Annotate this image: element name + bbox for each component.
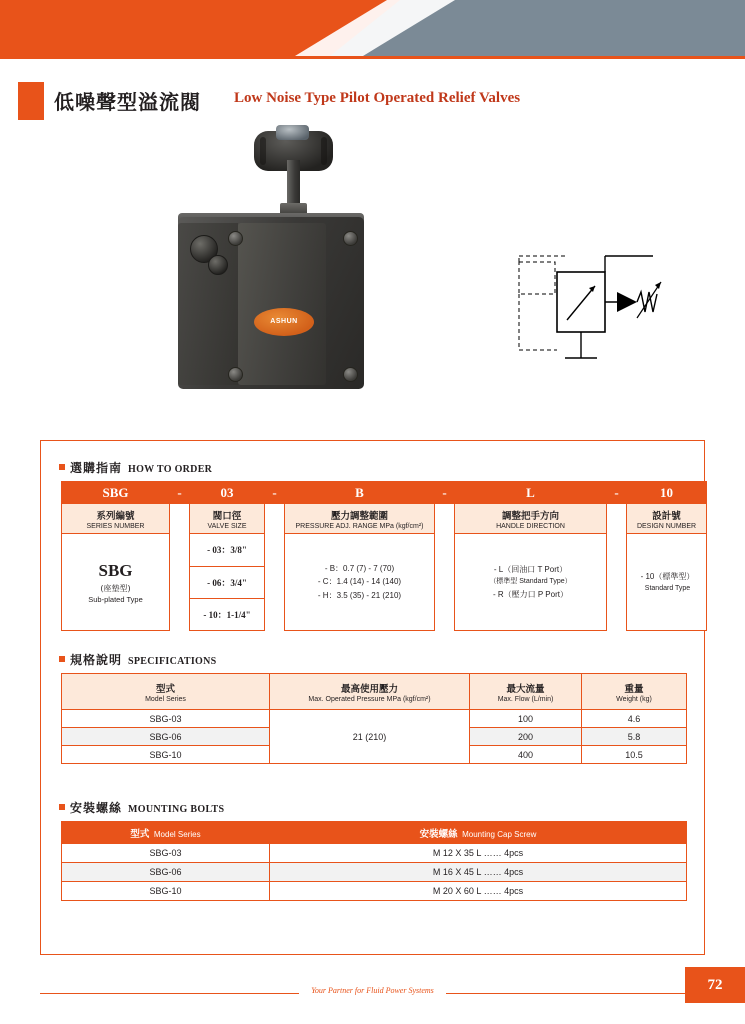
- order-cell-pressure-range: [285, 534, 435, 631]
- spec-cell-flow: 400: [470, 746, 582, 764]
- page-title: [18, 82, 718, 120]
- spec-header-pressure-en: Max. Operated Pressure MPa (kgf/cm²): [308, 695, 431, 703]
- order-cell-valve-size: [190, 534, 265, 631]
- knob-notch-left: [260, 137, 266, 165]
- order-header-size: [190, 504, 265, 534]
- spec-cell-model: SBG-03: [62, 710, 270, 728]
- bolt-cell-model: SBG-06: [62, 863, 270, 882]
- spec-header-weight-cn: 重量: [624, 683, 644, 695]
- design-number-code: - 10（標準型）: [640, 571, 695, 581]
- handle-direction-item: - R（壓力口 P Port）: [493, 589, 568, 599]
- order-header-series: [62, 504, 170, 534]
- valve-size-item: - 06：3/4": [190, 566, 264, 598]
- banner-underline: [0, 56, 745, 59]
- table-row: [62, 844, 687, 863]
- order-header-series-cn: 系列編號: [96, 510, 135, 522]
- order-header-handle-cn: 調整把手方向: [501, 510, 559, 522]
- spec-header-row: [62, 674, 687, 710]
- page-title-english: Low Noise Type Pilot Operated Relief Valves: [234, 90, 521, 106]
- bullet-square-icon: [59, 656, 65, 662]
- bolt-header-model-cn: 型式: [130, 828, 150, 840]
- order-body-gap-3: [435, 534, 455, 631]
- specifications-table: [61, 673, 687, 764]
- order-body-row: [62, 534, 707, 631]
- spec-cell-model: SBG-10: [62, 746, 270, 764]
- bolt-cell-model: SBG-03: [62, 844, 270, 863]
- section-mounting-bolts-heading: [59, 799, 224, 816]
- order-code-dash-4: -: [607, 482, 627, 504]
- order-body-gap-2: [265, 534, 285, 631]
- order-body-gap-1: [170, 534, 190, 631]
- bolt-header-screw-en: Mounting Cap Screw: [462, 829, 537, 839]
- section-mounting-bolts-en: MOUNTING BOLTS: [128, 804, 225, 815]
- bolt-header-screw-cn: 安裝螺絲: [419, 828, 458, 840]
- section-specifications-en: SPECIFICATIONS: [128, 656, 217, 667]
- order-header-handle-en: HANDLE DIRECTION: [496, 522, 565, 530]
- design-number-note: Standard Type: [644, 584, 691, 592]
- spec-header-weight: [582, 674, 687, 710]
- valve-port-left-small: [208, 255, 228, 275]
- spec-cell-flow: 200: [470, 728, 582, 746]
- footer-tagline-wrap: [0, 986, 745, 995]
- order-series-sub-en: Sub-plated Type: [88, 594, 143, 604]
- bullet-square-icon: [59, 464, 65, 470]
- hydraulic-symbol-svg: [505, 250, 670, 385]
- pressure-range-item: - C：1.4 (14) - 14 (140): [317, 577, 402, 587]
- order-header-pressure-cn: 壓力調整範圍: [330, 510, 388, 522]
- spec-header-flow: [470, 674, 582, 710]
- valve-front-face: [238, 223, 326, 385]
- section-how-to-order-heading: [59, 459, 212, 476]
- table-row: [62, 882, 687, 901]
- spec-cell-model: SBG-06: [62, 728, 270, 746]
- bolt-header-model: [62, 822, 270, 844]
- order-header-design-en: DESIGN NUMBER: [636, 522, 697, 530]
- order-cell-series: [62, 534, 170, 631]
- title-accent-tab: [18, 82, 44, 120]
- hydraulic-symbol-diagram: [505, 250, 670, 385]
- mounting-bolts-table: [61, 821, 687, 901]
- pressure-range-item: - B：0.7 (7) - 7 (70): [324, 564, 395, 574]
- knob-cap: [276, 125, 309, 140]
- bullet-square-icon: [59, 804, 65, 810]
- handle-direction-item: - L（回油口 T Port）: [493, 565, 568, 575]
- order-header-gap-4: [607, 504, 627, 534]
- spec-header-model-en: Model Series: [145, 695, 186, 703]
- spec-cell-pressure: 21 (210): [270, 710, 470, 764]
- order-code-dash-2: -: [265, 482, 285, 504]
- order-code-dash-3: -: [435, 482, 455, 504]
- order-code-design: 10: [627, 482, 707, 504]
- bolt-cell-screw: M 12 X 35 L …… 4pcs: [270, 844, 687, 863]
- spec-header-flow-en: Max. Flow (L/min): [497, 695, 554, 703]
- page-title-chinese: 低噪聲型溢流閥: [54, 90, 201, 114]
- valve-bolt-top-right: [343, 231, 358, 246]
- bolt-header-row: [62, 822, 687, 844]
- order-header-row: [62, 504, 707, 534]
- spec-cell-weight: 4.6: [582, 710, 687, 728]
- order-header-series-en: SERIES NUMBER: [86, 522, 145, 530]
- order-series-sub-cn: (座墊型): [100, 583, 131, 593]
- footer-tagline: Your Partner for Fluid Power Systems: [299, 986, 446, 995]
- valve-bolt-bottom-left: [228, 367, 243, 382]
- spec-header-pressure-cn: 最高使用壓力: [340, 683, 398, 695]
- order-header-gap-3: [435, 504, 455, 534]
- brand-nameplate: ASHUN: [254, 308, 314, 336]
- page-number: 72: [685, 967, 745, 1003]
- section-how-to-order-en: HOW TO ORDER: [128, 464, 213, 475]
- order-header-gap-2: [265, 504, 285, 534]
- knob-notch-right: [321, 137, 327, 165]
- order-code-series: SBG: [62, 482, 170, 504]
- handle-direction-note: （標準型 Standard Type）: [489, 578, 572, 586]
- content-frame: [40, 440, 705, 955]
- page-header-banner: [0, 0, 745, 56]
- bolt-header-model-en: Model Series: [153, 829, 201, 839]
- table-row: [62, 863, 687, 882]
- section-specifications-heading: [59, 651, 217, 668]
- order-code-pressure: B: [285, 482, 435, 504]
- valve-size-item: - 10：1-1/4": [190, 598, 264, 630]
- spec-cell-weight: 5.8: [582, 728, 687, 746]
- bolt-header-screw: [270, 822, 687, 844]
- valve-bolt-bottom-right: [343, 367, 358, 382]
- order-header-pressure-en: PRESSURE ADJ. RANGE MPa (kgf/cm²): [295, 522, 424, 530]
- spec-header-flow-cn: 最大流量: [506, 683, 545, 695]
- order-code-dash-1: -: [170, 482, 190, 504]
- pressure-range-item: - H：3.5 (35) - 21 (210): [317, 590, 402, 600]
- product-photo: [150, 125, 410, 415]
- order-code-size: 03: [190, 482, 265, 504]
- bolt-cell-screw: M 16 X 45 L …… 4pcs: [270, 863, 687, 882]
- table-row: [62, 710, 687, 728]
- how-to-order-table: [61, 481, 707, 631]
- order-header-pressure: [285, 504, 435, 534]
- bolt-cell-screw: M 20 X 60 L …… 4pcs: [270, 882, 687, 901]
- section-how-to-order-cn: 選購指南: [70, 461, 123, 475]
- order-header-handle: [455, 504, 607, 534]
- spec-header-pressure: [270, 674, 470, 710]
- order-cell-handle-direction: [455, 534, 607, 631]
- spec-cell-flow: 100: [470, 710, 582, 728]
- order-code-handle: L: [455, 482, 607, 504]
- order-header-design: [627, 504, 707, 534]
- section-mounting-bolts-cn: 安裝螺絲: [70, 801, 123, 815]
- order-header-design-cn: 設計號: [652, 510, 681, 522]
- spec-header-weight-en: Weight (kg): [616, 695, 652, 703]
- valve-size-item: - 03：3/8": [190, 534, 264, 566]
- order-cell-design-number: [627, 534, 707, 631]
- spec-header-model: [62, 674, 270, 710]
- bolt-cell-model: SBG-10: [62, 882, 270, 901]
- section-specifications-cn: 規格說明: [70, 653, 123, 667]
- order-code-row: [62, 482, 707, 504]
- spec-cell-weight: 10.5: [582, 746, 687, 764]
- order-series-code: SBG: [98, 560, 133, 580]
- order-header-size-en: VALVE SIZE: [207, 522, 247, 530]
- order-header-size-cn: 閥口徑: [212, 510, 242, 522]
- order-header-gap-1: [170, 504, 190, 534]
- order-body-gap-4: [607, 534, 627, 631]
- spec-header-model-cn: 型式: [155, 683, 175, 695]
- valve-bolt-top-left: [228, 231, 243, 246]
- valve-size-list: [190, 534, 264, 630]
